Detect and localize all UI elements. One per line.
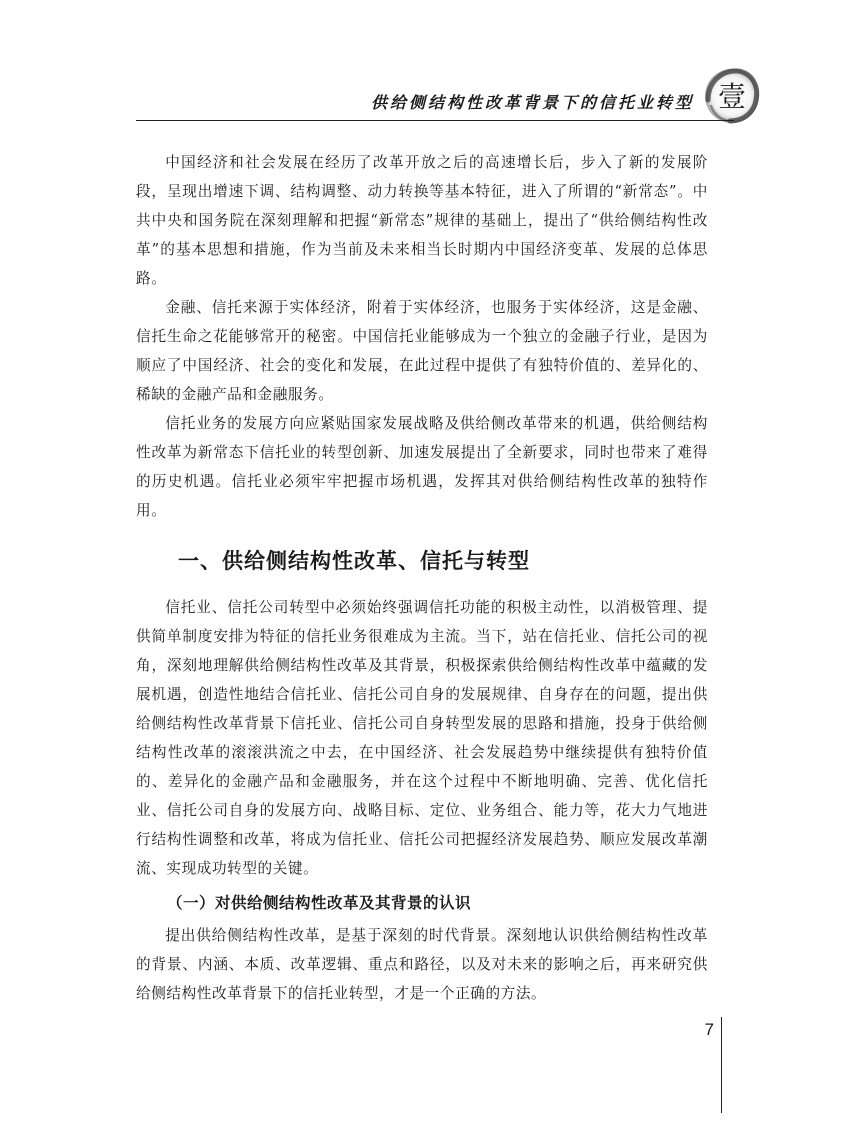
body-paragraph: 信托业、信托公司转型中必须始终强调信托功能的积极主动性，以消极管理、提供简单制度安排为特征的信托业务很难成为主流。当下，站在信托业、信托公司的视角，深刻地理解供给侧结构性改革及其背景，积极探索供给侧结构性改革中蕴藏的发展机遇，创造性地结合信托业、信托公司自身的发展规律、自身存在的问题，提出供给侧结构性改革背景下信托业、信托公司自身转型发展的思路和措施，投身于供给侧结构性改革的滚滚洪流之中去，在中国经济、社会发展趋势中继续提供有独特价值的、差异化的金融产品和金融服务，并在这个过程中不断地明确、完善、优化信托业、信托公司自身的发展方向、战略目标、定位、业务组合、能力等，花大力气地进行结构性调整和改革，将成为信托业、信托公司把握经济发展趋势、顺应发展改革潮流、实现成功转型的关键。 [136, 599, 708, 877]
body-paragraph: 提出供给侧结构性改革，是基于深刻的时代背景。深刻地认识供给侧结构性改革的背景、内涵、本质、改革逻辑、重点和路径，以及对未来的影响之后，再来研究供给侧结构性改革背景下的信托业转型，才是一个正确的方法。 [136, 927, 708, 1002]
body-paragraph: 信托业务的发展方向应紧贴国家发展战略及供给侧改革带来的机遇，供给侧结构性改革为新常态下信托业的转型创新、加速发展提出了全新要求，同时也带来了难得的历史机遇。信托业必须牢牢把握市场机遇，发挥其对供给侧结构性改革的独特作用。 [136, 415, 708, 519]
subsection-heading: （一）对供给侧结构性改革及其背景的认识 [167, 894, 472, 912]
main-text [136, 148, 708, 1008]
chapter-seal-char: 壹 [717, 80, 747, 113]
page-number: 7 [704, 1020, 714, 1039]
header-rule [136, 120, 734, 121]
body-paragraph: 中国经济和社会发展在经历了改革开放之后的高速增长后，步入了新的发展阶段，呈现出增速下调、结构调整、动力转换等基本特征，进入了所谓的“新常态”。中共中央和国务院在深刻理解和把握“新常态”规律的基础上，提出了“供给侧结构性改革”的基本思想和措施，作为当前及未来相当长时期内中国经济变革、发展的总体思路。 [136, 154, 708, 287]
body-paragraph: 金融、信托来源于实体经济，附着于实体经济，也服务于实体经济，这是金融、信托生命之花能够常开的秘密。中国信托业能够成为一个独立的金融子行业，是因为顺应了中国经济、社会的变化和发展，在此过程中提供了有独特价值的、差异化的、稀缺的金融产品和金融服务。 [136, 299, 708, 403]
section-heading: 一、供给侧结构性改革、信托与转型 [178, 549, 530, 573]
running-header-title: 供给侧结构性改革背景下的信托业转型 [370, 93, 694, 112]
page-number-rule [721, 1017, 722, 1113]
chapter-seal-icon [702, 66, 762, 126]
